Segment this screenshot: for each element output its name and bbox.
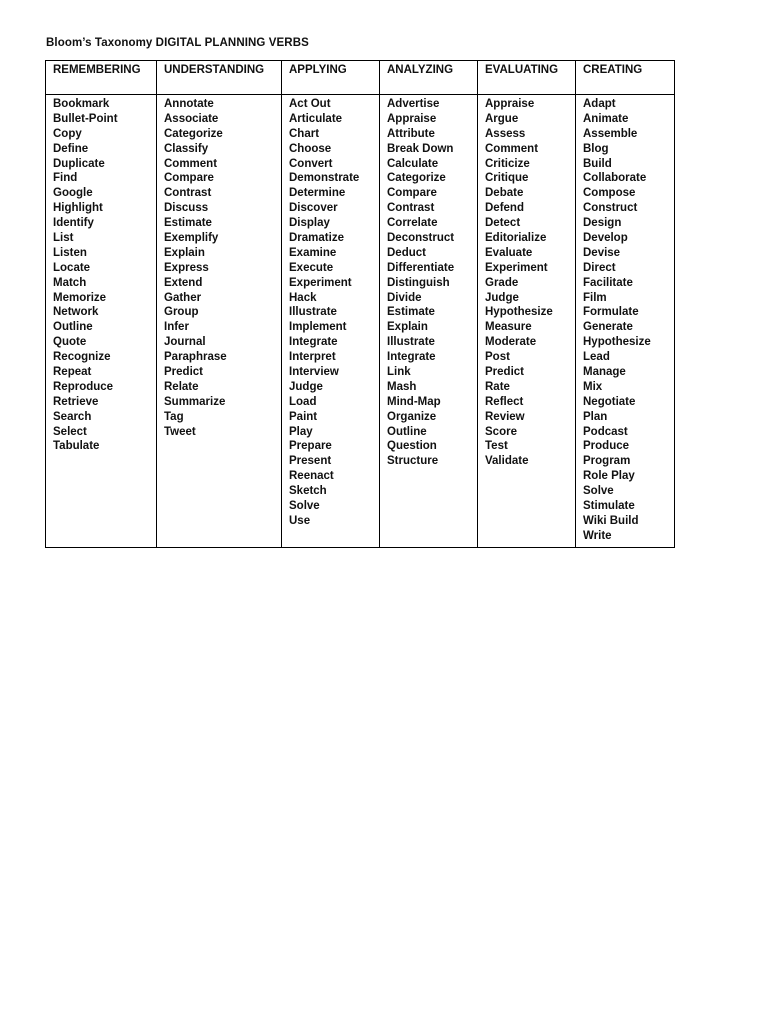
verb-item: Copy <box>53 127 82 140</box>
verb-item: Critique <box>485 172 529 185</box>
verb-item: Differentiate <box>387 261 455 274</box>
verb-item: Chart <box>289 127 320 140</box>
verb-item: Paint <box>289 410 318 423</box>
verb-item: Divide <box>387 291 422 304</box>
verb-item: Design <box>583 217 622 230</box>
verb-item: Listen <box>53 246 87 259</box>
verb-item: Measure <box>485 321 532 334</box>
verb-item: Lead <box>583 351 610 364</box>
verb-item: Construct <box>583 202 638 215</box>
verb-item: Interview <box>289 366 339 379</box>
verb-item: Deconstruct <box>387 232 455 245</box>
verb-item: Manage <box>583 366 626 379</box>
verb-item: Compare <box>164 172 214 185</box>
verb-item: Find <box>53 172 78 185</box>
verb-item: Compose <box>583 187 636 200</box>
verb-item: Solve <box>583 485 614 498</box>
verb-item: Adapt <box>583 98 616 110</box>
verb-item: Journal <box>164 336 206 349</box>
verb-item: Associate <box>164 112 219 125</box>
verb-item: Dramatize <box>289 232 344 245</box>
verb-item: Score <box>485 425 517 438</box>
header-understanding: UNDERSTANDING <box>157 61 282 95</box>
verb-item: Determine <box>289 187 346 200</box>
verb-item: Duplicate <box>53 157 105 170</box>
verb-item: Discuss <box>164 202 209 215</box>
verb-item: Illustrate <box>387 336 435 349</box>
verb-item: Calculate <box>387 157 439 170</box>
verb-item: Deduct <box>387 246 426 259</box>
verb-item: Reproduce <box>53 380 114 393</box>
verb-item: Predict <box>485 366 524 379</box>
verb-item: Choose <box>289 142 332 155</box>
verb-item: Act Out <box>289 98 331 110</box>
verb-item: Mix <box>583 380 603 393</box>
verb-item: Evaluate <box>485 246 533 259</box>
verb-item: Question <box>387 440 437 453</box>
verb-item: Summarize <box>164 395 226 408</box>
verb-item: Correlate <box>387 217 438 230</box>
page-title: Bloom’s Taxonomy DIGITAL PLANNING VERBS <box>46 37 309 49</box>
verb-item: Judge <box>289 380 323 393</box>
verb-item: Reenact <box>289 470 334 483</box>
verb-item: Develop <box>583 232 628 245</box>
verb-item: Experiment <box>485 261 548 274</box>
verb-item: Present <box>289 455 332 468</box>
verb-item: Examine <box>289 246 337 259</box>
verb-item: Implement <box>289 321 347 334</box>
verb-item: Program <box>583 455 631 468</box>
verb-item: Gather <box>164 291 202 304</box>
verb-item: Argue <box>485 112 519 125</box>
verb-item: Devise <box>583 246 621 259</box>
verb-item: Sketch <box>289 485 327 498</box>
verb-item: Post <box>485 351 510 364</box>
header-creating: CREATING <box>576 61 675 95</box>
header-evaluating: EVALUATING <box>478 61 576 95</box>
verb-item: Blog <box>583 142 609 155</box>
verb-item: Mash <box>387 380 417 393</box>
verb-item: Classify <box>164 142 209 155</box>
verbs-table <box>45 60 675 548</box>
verb-item: Collaborate <box>583 172 647 185</box>
verb-item: Produce <box>583 440 630 453</box>
verb-item: Integrate <box>289 336 338 349</box>
verb-item: Advertise <box>387 98 440 110</box>
verb-item: Rate <box>485 380 510 393</box>
verb-item: Compare <box>387 187 437 200</box>
verb-item: Bullet-Point <box>53 112 118 125</box>
verb-item: Predict <box>164 366 203 379</box>
verb-item: Exemplify <box>164 232 219 245</box>
verb-item: Reflect <box>485 395 524 408</box>
verb-item: Display <box>289 217 330 230</box>
verb-item: Categorize <box>387 172 446 185</box>
verb-item: Outline <box>387 425 427 438</box>
verb-item: Articulate <box>289 112 343 125</box>
verb-item: Retrieve <box>53 395 99 408</box>
verb-item: Tag <box>164 410 184 423</box>
verb-item: Film <box>583 291 607 304</box>
verb-item: Convert <box>289 157 333 170</box>
verb-item: Google <box>53 187 93 200</box>
verb-item: Assemble <box>583 127 638 140</box>
verb-item: Infer <box>164 321 189 334</box>
verb-item: Negotiate <box>583 395 636 408</box>
verb-item: Hack <box>289 291 317 304</box>
verb-item: Build <box>583 157 612 170</box>
verb-item: Solve <box>289 500 320 513</box>
verb-item: Identify <box>53 217 94 230</box>
verb-item: Moderate <box>485 336 537 349</box>
verb-item: Appraise <box>387 112 437 125</box>
verb-item: Interpret <box>289 351 336 364</box>
verb-item: List <box>53 232 74 245</box>
verb-item: Recognize <box>53 351 111 364</box>
verb-item: Appraise <box>485 98 535 110</box>
verb-item: Use <box>289 514 311 527</box>
header-analyzing: ANALYZING <box>380 61 478 95</box>
verbs-row <box>46 95 675 548</box>
verb-item: Formulate <box>583 306 639 319</box>
verb-item: Match <box>53 276 87 289</box>
verb-item: Discover <box>289 202 338 215</box>
verb-item: Express <box>164 261 209 274</box>
verb-item: Hypothesize <box>583 336 651 349</box>
column-understanding <box>157 95 282 548</box>
verb-item: Highlight <box>53 202 103 215</box>
column-evaluating <box>478 95 576 548</box>
column-creating <box>576 95 675 548</box>
verb-item: Generate <box>583 321 633 334</box>
verb-item: Detect <box>485 217 521 230</box>
verb-item: Execute <box>289 261 334 274</box>
verb-item: Attribute <box>387 127 435 140</box>
verb-item: Prepare <box>289 440 332 453</box>
verb-item: Explain <box>164 246 205 259</box>
verb-item: Integrate <box>387 351 436 364</box>
verb-item: Search <box>53 410 92 423</box>
verb-item: Tabulate <box>53 440 100 453</box>
verb-item: Plan <box>583 410 608 423</box>
header-applying: APPLYING <box>282 61 380 95</box>
column-remembering <box>46 95 157 548</box>
verb-item: Network <box>53 306 99 319</box>
header-remembering: REMEMBERING <box>46 61 157 95</box>
verb-item: Extend <box>164 276 203 289</box>
verb-item: Comment <box>164 157 218 170</box>
verb-item: Debate <box>485 187 524 200</box>
verb-item: Distinguish <box>387 276 450 289</box>
verb-item: Repeat <box>53 366 92 379</box>
verb-item: Select <box>53 425 87 438</box>
verb-item: Contrast <box>164 187 212 200</box>
verb-item: Quote <box>53 336 87 349</box>
verb-item: Load <box>289 395 317 408</box>
verb-item: Direct <box>583 261 616 274</box>
verb-item: Outline <box>53 321 93 334</box>
verb-item: Podcast <box>583 425 628 438</box>
verb-item: Wiki Build <box>583 514 639 527</box>
verb-item: Write <box>583 529 612 542</box>
verb-item: Locate <box>53 261 91 274</box>
verb-item: Validate <box>485 455 529 468</box>
verb-item: Structure <box>387 455 439 468</box>
verb-item: Assess <box>485 127 526 140</box>
verb-item: Link <box>387 366 411 379</box>
verb-item: Break Down <box>387 142 454 155</box>
verb-item: Demonstrate <box>289 172 360 185</box>
verb-item: Defend <box>485 202 524 215</box>
verb-item: Comment <box>485 142 539 155</box>
verb-item: Define <box>53 142 89 155</box>
verb-item: Categorize <box>164 127 223 140</box>
verb-item: Animate <box>583 112 629 125</box>
verb-item: Group <box>164 306 199 319</box>
verb-item: Judge <box>485 291 519 304</box>
verb-item: Editorialize <box>485 232 547 245</box>
verb-item: Grade <box>485 276 519 289</box>
verb-item: Explain <box>387 321 428 334</box>
verb-item: Experiment <box>289 276 352 289</box>
verb-item: Estimate <box>164 217 212 230</box>
verb-item: Annotate <box>164 98 214 110</box>
verb-item: Review <box>485 410 525 423</box>
verb-item: Relate <box>164 380 199 393</box>
verb-item: Play <box>289 425 313 438</box>
verb-item: Stimulate <box>583 500 635 513</box>
verb-item: Test <box>485 440 508 453</box>
column-applying <box>282 95 380 548</box>
verb-item: Paraphrase <box>164 351 227 364</box>
header-row <box>46 61 675 95</box>
verb-item: Memorize <box>53 291 107 304</box>
verb-item: Role Play <box>583 470 635 483</box>
verb-item: Contrast <box>387 202 435 215</box>
verb-item: Estimate <box>387 306 435 319</box>
verb-item: Illustrate <box>289 306 337 319</box>
verb-item: Mind-Map <box>387 395 441 408</box>
verb-item: Organize <box>387 410 437 423</box>
verb-item: Bookmark <box>53 98 110 110</box>
verb-item: Hypothesize <box>485 306 553 319</box>
column-analyzing <box>380 95 478 548</box>
verb-item: Tweet <box>164 425 196 438</box>
verb-item: Facilitate <box>583 276 633 289</box>
verb-item: Criticize <box>485 157 530 170</box>
